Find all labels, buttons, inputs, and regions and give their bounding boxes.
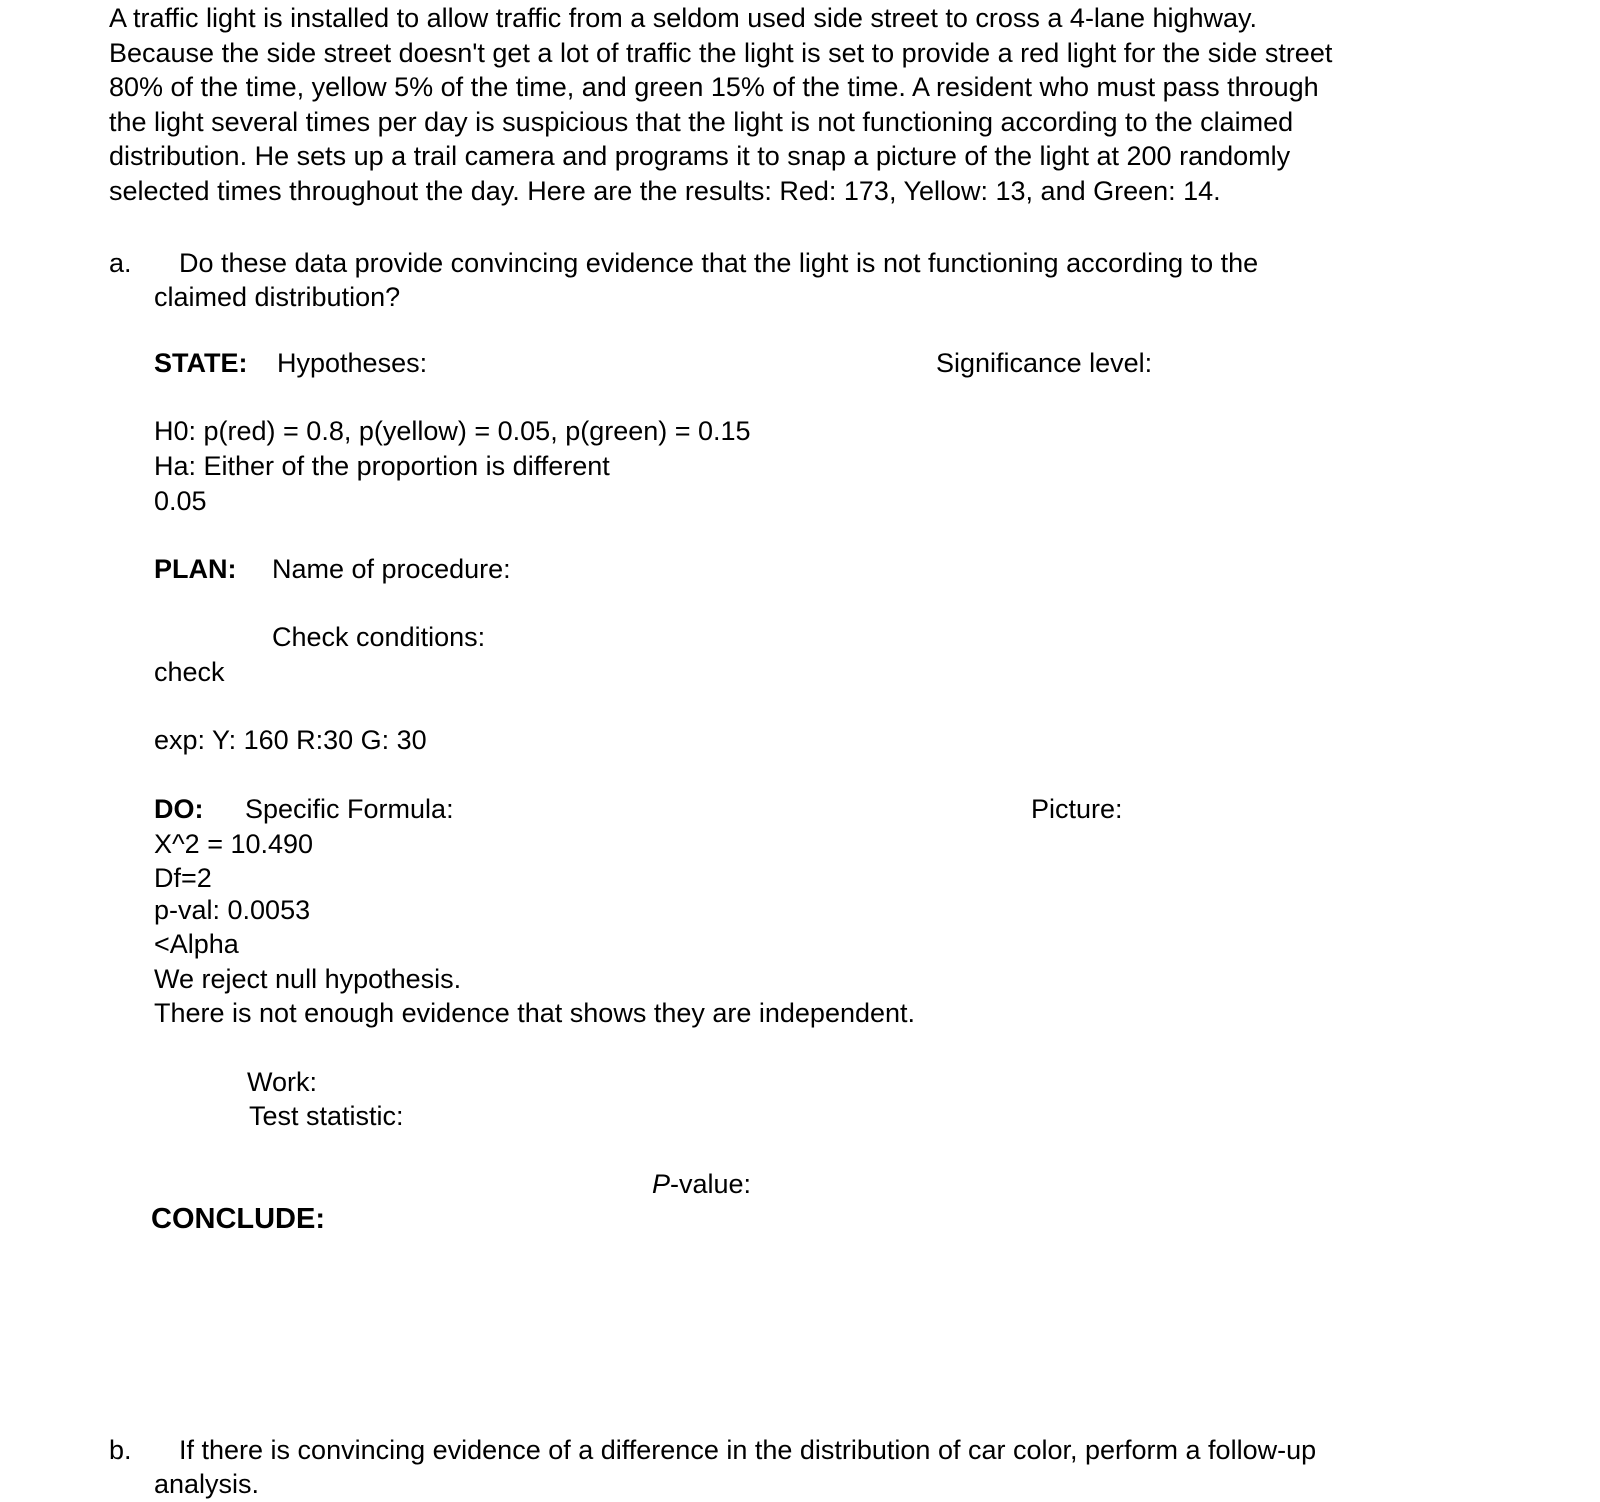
decision-text: We reject null hypothesis. <box>154 964 462 994</box>
intro-line: Because the side street doesn't get a lot of traffic the light is set to provide a red light for the side street <box>109 37 1333 68</box>
alpha-value: 0.05 <box>154 486 207 516</box>
plan-label: PLAN: <box>154 554 237 584</box>
chi-square-stat: X^2 = 10.490 <box>154 829 314 859</box>
do-label: DO: <box>154 794 204 824</box>
significance-level-label: Significance level: <box>936 348 1153 378</box>
p-value-label <box>652 1167 751 1202</box>
conclude-label: CONCLUDE: <box>151 1203 325 1235</box>
part-b-question-line1: If there is convincing evidence of a difference in the distribution of car color, perform a follow-up <box>179 1435 1317 1465</box>
procedure-label: Name of procedure: <box>272 554 511 584</box>
intro-line: the light several times per day is suspicious that the light is not functioning according to the claimed <box>109 106 1294 137</box>
p-value-rest: -value: <box>670 1169 752 1199</box>
part-b-question-line2: analysis. <box>154 1469 260 1499</box>
part-a-question-line1: Do these data provide convincing evidence that the light is not functioning according to the <box>179 248 1259 278</box>
check-text: check <box>154 657 225 687</box>
intro-line: 80% of the time, yellow 5% of the time, and green 15% of the time. A resident who must pass through <box>109 72 1319 103</box>
problem-intro <box>109 1 1549 209</box>
conditions-label: Check conditions: <box>272 622 486 652</box>
null-hypothesis: H0: p(red) = 0.8, p(yellow) = 0.05, p(green) = 0.15 <box>154 416 751 446</box>
intro-line: A traffic light is installed to allow traffic from a seldom used side street to cross a 4-lane highway. <box>109 3 1258 33</box>
part-b-marker: b. <box>109 1435 132 1465</box>
picture-label: Picture: <box>1031 794 1123 824</box>
expected-counts: exp: Y: 160 R:30 G: 30 <box>154 725 427 755</box>
intro-line: selected times throughout the day. Here are the results: Red: 173, Yellow: 13, and Green: 14. <box>109 175 1221 206</box>
degrees-of-freedom: Df=2 <box>154 863 212 893</box>
p-value-result: p-val: 0.0053 <box>154 895 311 925</box>
alpha-comparison: <Alpha <box>154 929 239 959</box>
part-a-marker: a. <box>109 248 132 278</box>
p-value-italic: P <box>652 1169 671 1199</box>
test-statistic-label: Test statistic: <box>249 1101 404 1131</box>
hypotheses-label: Hypotheses: <box>277 348 428 378</box>
alternative-hypothesis: Ha: Either of the proportion is different <box>154 451 610 481</box>
intro-line: distribution. He sets up a trail camera and programs it to snap a picture of the light at 200 randomly <box>109 141 1291 172</box>
work-label: Work: <box>247 1067 318 1097</box>
formula-label: Specific Formula: <box>245 794 454 824</box>
state-label: STATE: <box>154 348 248 378</box>
part-a-question-line2: claimed distribution? <box>154 282 401 312</box>
conclusion-text: There is not enough evidence that shows they are independent. <box>154 998 916 1028</box>
